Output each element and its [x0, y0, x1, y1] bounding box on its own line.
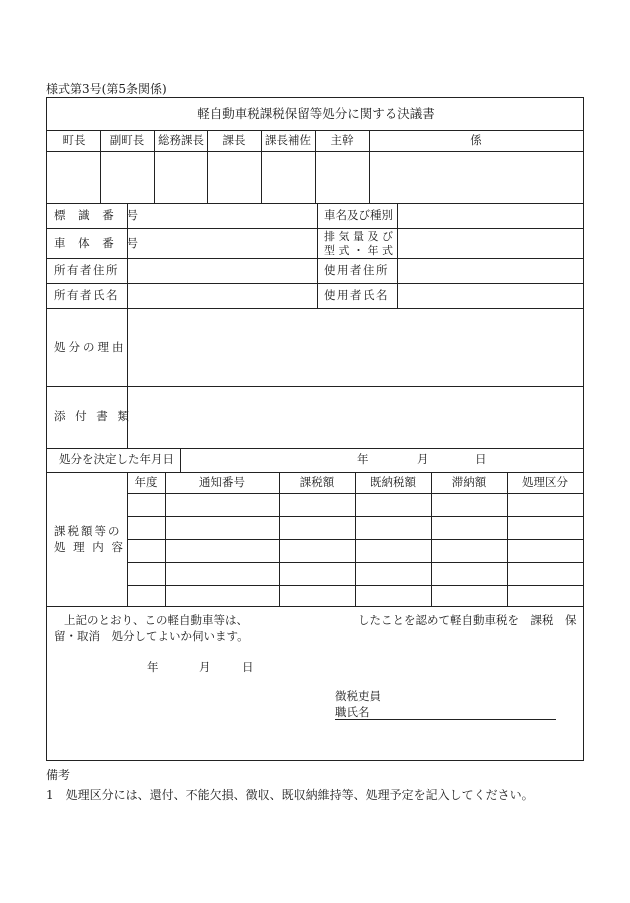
statement-year: 年	[147, 660, 159, 674]
seal-box-staff[interactable]	[370, 152, 583, 203]
owner-address-label: 所有者住所	[54, 263, 119, 277]
statement-day: 日	[242, 660, 254, 674]
statement-line1-a: 上記のとおり、この軽自動車等は、	[64, 613, 248, 627]
seal-box-general-affairs-chief[interactable]	[155, 152, 207, 203]
processing-header-notice-number: 通知番号	[199, 475, 245, 489]
user-address-label: 使用者住所	[324, 263, 389, 277]
processing-header-fiscal-year: 年度	[134, 475, 158, 489]
processing-header-arrears: 滞納額	[451, 475, 487, 489]
note-item-1: 1 処理区分には、還付、不能欠損、徴収、既収納維持等、処理予定を記入してください。	[46, 788, 534, 802]
statement-month: 月	[199, 660, 211, 674]
reason-blank-field[interactable]	[247, 610, 355, 628]
notes-title: 備考	[46, 768, 71, 782]
user-name-field[interactable]	[398, 284, 583, 308]
user-name-label: 使用者氏名	[324, 288, 389, 302]
vehicle-mid-line-a	[317, 203, 318, 308]
decision-date-month: 月	[417, 452, 429, 466]
processing-bottom-divider	[47, 606, 583, 607]
processing-header-category: 処理区分	[522, 475, 568, 489]
approver-header-section-chief: 課長	[222, 133, 246, 147]
displacement-label-line2: 型 式 ・ 年 式	[324, 244, 393, 257]
approver-header-assistant-chief: 課長補佐	[265, 133, 311, 147]
processing-label-line1: 課税額等の	[54, 524, 122, 538]
statement-line1-b: したことを認めて軽自動車税を 課税 保	[358, 613, 577, 627]
chassis-number-field[interactable]	[128, 229, 317, 258]
form-title: 軽自動車税課税保留等処分に関する決議書	[197, 106, 435, 121]
collector-label: 徴税吏員	[335, 689, 381, 703]
chassis-number-label: 車 体 番 号	[54, 236, 143, 250]
form-number-label: 様式第3号(第5条関係)	[46, 82, 167, 96]
owner-name-label: 所有者氏名	[54, 288, 119, 302]
reason-label: 処分の理由	[54, 340, 127, 354]
staff-name-label: 職氏名	[335, 705, 370, 719]
attachments-field[interactable]	[128, 387, 583, 448]
plate-number-label: 標 識 番 号	[54, 208, 143, 222]
staff-name-underline	[335, 719, 556, 720]
approver-header-supervisor: 主幹	[330, 133, 354, 147]
processing-table-body[interactable]	[166, 494, 583, 606]
displacement-label-line1: 排 気 量 及 び	[324, 230, 393, 243]
seal-box-supervisor[interactable]	[316, 152, 369, 203]
vehicle-name-label: 車名及び種別	[324, 208, 393, 222]
user-address-field[interactable]	[398, 259, 583, 283]
owner-name-field[interactable]	[128, 284, 317, 308]
vehicle-name-field[interactable]	[398, 204, 583, 228]
seal-box-mayor[interactable]	[47, 152, 100, 203]
approver-header-deputy-mayor: 副町長	[109, 133, 145, 147]
processing-header-tax-amount: 課税額	[299, 475, 335, 489]
decision-date-day: 日	[475, 452, 487, 466]
decision-date-field[interactable]	[181, 449, 583, 472]
seal-box-deputy-mayor[interactable]	[101, 152, 154, 203]
statement-line2: 留・取消 処分してよいか伺います。	[54, 629, 249, 643]
approver-header-general-affairs-chief: 総務課長	[158, 133, 204, 147]
reason-field[interactable]	[128, 309, 583, 386]
plate-number-field[interactable]	[128, 204, 317, 228]
seal-box-section-chief[interactable]	[208, 152, 261, 203]
processing-header-paid-amount: 既納税額	[370, 475, 416, 489]
processing-label-col-line	[127, 472, 128, 606]
decision-date-year: 年	[357, 452, 369, 466]
attachments-label: 添 付 書 類	[54, 409, 132, 423]
seal-box-assistant-chief[interactable]	[262, 152, 315, 203]
owner-address-field[interactable]	[128, 259, 317, 283]
displacement-field[interactable]	[398, 229, 583, 258]
processing-label-line2: 処 理 内 容	[54, 540, 125, 554]
approver-header-staff: 係	[470, 133, 482, 147]
approver-header-mayor: 町長	[62, 133, 86, 147]
staff-name-field[interactable]	[377, 702, 556, 719]
decision-form-frame	[46, 97, 584, 761]
decision-date-label: 処分を決定した年月日	[59, 452, 174, 466]
